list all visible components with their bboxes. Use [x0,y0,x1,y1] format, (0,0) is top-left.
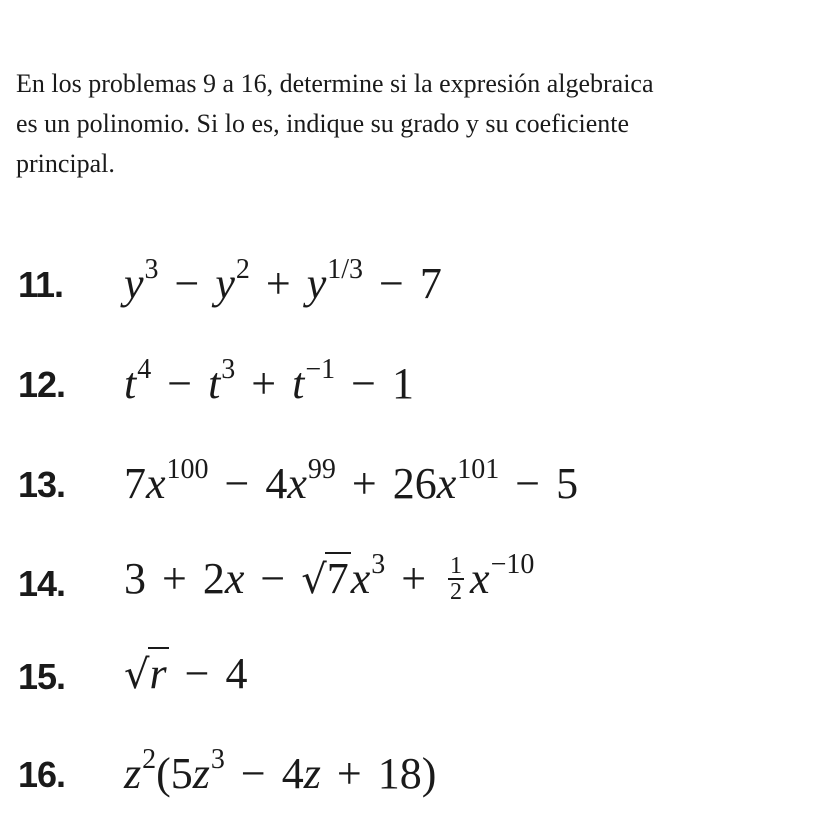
radical-sign: √ [301,557,327,603]
square-root [124,648,169,699]
variable: x [287,459,307,508]
variable: z [124,749,142,798]
variable: t [124,359,137,408]
problem-number: 14. [18,563,66,604]
problem-expression [124,254,442,309]
exponent: 3 [221,354,236,385]
instructions-line-3: principal. [16,149,115,178]
operator: + [351,459,377,508]
problem-expression [124,744,437,799]
variable: x [470,554,490,603]
operator: − [184,649,210,698]
exponent: 3 [371,549,386,580]
problem-expression [124,454,579,509]
exponent: 99 [307,454,336,485]
square-root [301,553,351,604]
coefficient: 4 [265,459,288,508]
radicand: 7 [326,554,349,603]
instructions-line-2: es un polinomio. Si lo es, indique su grado y su coeficiente [16,109,630,138]
variable: t [208,359,221,408]
operator: − [260,554,286,603]
exponent: 1/3 [327,254,364,285]
variable: y [124,259,144,308]
constant: 4 [225,649,248,698]
instructions-paragraph [16,64,816,184]
exponent: 2 [142,744,157,775]
numerator: 1 [450,552,463,579]
operator: − [174,259,200,308]
operator: − [351,359,376,408]
operator: + [162,554,187,603]
constant: 3 [124,554,146,603]
problem-number: 13. [18,464,66,505]
variable: x [146,459,166,508]
variable: x [436,459,457,508]
problem-15 [18,640,818,720]
operator: − [224,459,250,508]
exponent: −1 [305,354,336,385]
exponent: −10 [490,549,535,580]
coefficient: 4 [281,749,304,798]
operator: + [265,259,291,308]
problem-number: 16. [18,754,66,795]
problem-11 [18,250,818,330]
problem-number: 12. [18,364,66,405]
problem-16 [18,740,818,820]
coefficient: 26 [392,459,437,508]
instructions-line-1: En los problemas 9 a 16, determine si la expresión algebraica [16,69,654,98]
problem-number: 11. [18,264,64,305]
exponent: 100 [166,454,209,485]
paren-coefficient: (5 [156,749,193,798]
problem-expression [124,354,414,409]
variable: x [350,554,371,603]
exponent: 3 [210,744,225,775]
problem-expression [124,648,247,699]
denominator: 2 [450,578,463,605]
problem-number: 15. [18,656,66,697]
variable: z [192,749,210,798]
problem-13 [18,450,818,530]
radicand: r [149,649,167,698]
constant: 1 [391,359,414,408]
variable: y [215,259,235,308]
problem-expression [124,549,535,608]
variable: z [303,749,321,798]
constant: 7 [419,259,442,308]
exponent: 101 [457,454,500,485]
constant: 5 [556,459,579,508]
operator: − [167,359,193,408]
operator: − [240,749,266,798]
constant-paren: 18) [377,749,437,798]
coefficient: 2 [202,554,225,603]
operator: + [251,359,277,408]
operator: − [515,459,541,508]
exponent: 2 [235,254,250,285]
coefficient: 7 [124,459,146,508]
problem-12 [18,350,818,430]
fraction [448,554,464,604]
problem-14 [18,545,818,625]
variable: x [224,554,245,603]
variable: y [306,259,327,308]
exponent: 4 [137,354,152,385]
variable: t [292,359,305,408]
exponent: 3 [144,254,159,285]
operator: + [401,554,427,603]
radical-sign: √ [124,652,150,698]
operator: + [336,749,362,798]
operator: − [379,259,404,308]
